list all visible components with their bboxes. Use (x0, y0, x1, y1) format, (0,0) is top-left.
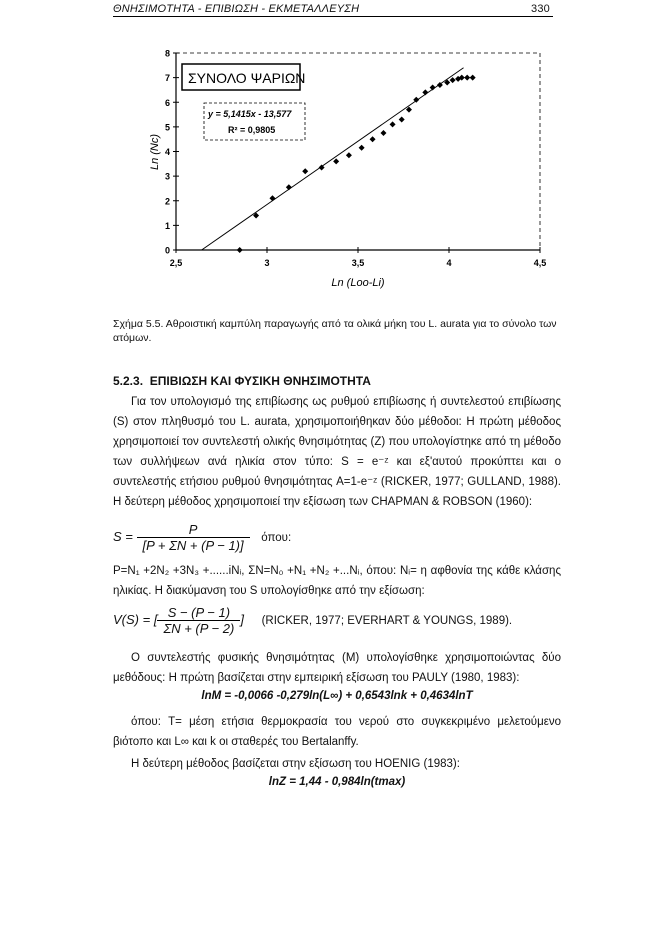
data-point (359, 145, 365, 151)
data-point (470, 75, 476, 81)
data-point (333, 158, 339, 164)
eq1-fraction (137, 522, 250, 553)
x-tick-label: 3 (264, 258, 270, 268)
section-heading (113, 374, 371, 388)
data-point (380, 130, 386, 136)
series-title: ΣΥΝΟΛΟ ΨΑΡΙΩΝ (188, 70, 306, 86)
header-rule (113, 16, 553, 17)
eq1-lhs: S = (113, 528, 133, 544)
trend-line (202, 68, 464, 250)
x-tick-label: 2,5 (169, 258, 183, 268)
data-point (390, 121, 396, 127)
y-tick-label: 6 (164, 97, 170, 108)
y-axis-ticks (165, 49, 179, 256)
pauly-equation: lnM = -0,0066 -0,279ln(L∞) + 0,6543lnk + 0,4634lnT (201, 690, 473, 702)
y-tick-label: 1 (164, 220, 170, 231)
regression-equation: y = 5,1415x - 13,577 (208, 109, 292, 119)
y-tick-label: 2 (164, 196, 170, 207)
r-squared: R² = 0,9805 (228, 125, 276, 135)
data-point (399, 116, 405, 122)
eq2-lhs: V(S) = [ (113, 611, 158, 627)
data-point (464, 75, 470, 81)
data-points (237, 75, 476, 253)
eq2-reference: (RICKER, 1977; EVERHART & YOUNGS, 1989). (261, 614, 513, 627)
data-point (346, 152, 352, 158)
y-tick-label: 7 (164, 73, 170, 84)
y-tick-label: 3 (164, 171, 170, 182)
y-tick-label: 4 (164, 147, 170, 157)
eq2-denominator: ΣN + (P − 2) (157, 620, 240, 636)
section-number: 5.2.3. (113, 374, 144, 388)
paragraph-where: όπου: T= μέση ετήσια θερμοκρασία του νερού στο συγκεκριμένο μελετούμενο βιότοπο και L∞ και k οι σταθερές του Bertalanffy. (113, 716, 561, 748)
data-point (450, 77, 456, 83)
variance-equation (113, 605, 512, 636)
hoenig-equation: lnZ = 1,44 - 0,984ln(tmax) (268, 776, 406, 788)
eq2-close: ] (240, 611, 244, 627)
running-header: ΘΝΗΣΙΜΟΤΗΤΑ - ΕΠΙΒΙΩΣΗ - ΕΚΜΕΤΑΛΛΕΥΣΗ (113, 3, 360, 15)
figure-caption: Σχήμα 5.5. Αθροιστική καμπύλη παραγωγής από τα ολικά μήκη του L. aurata για το σύνολο των ατόμων. (113, 318, 557, 344)
data-point (370, 136, 376, 142)
data-point (269, 195, 275, 201)
data-point (286, 184, 292, 190)
y-axis-label: Ln (Nc) (149, 133, 161, 171)
y-tick-label: 8 (164, 48, 170, 59)
y-tick-label: 0 (164, 245, 170, 256)
paragraph-hoenig: Η δεύτερη μέθοδος βασίζεται στην εξίσωση του HOENIG (1983): (131, 758, 460, 770)
cumulative-catch-chart (140, 40, 570, 302)
x-tick-label: 3,5 (351, 258, 365, 268)
eq1-suffix: όπου: (261, 531, 292, 544)
x-tick-label: 4 (446, 258, 452, 268)
data-point (237, 247, 243, 253)
eq1-denominator: [P + ΣN + (P − 1)] (137, 537, 250, 553)
page-number: 330 (531, 3, 550, 15)
paragraph-variance: P=N₁ +2N₂ +3N₃ +......iNᵢ, ΣN=N₀ +N₁ +N₂ +...Nᵢ, όπου: Nᵢ= η αφθονία της κάθε κλάσης ηλικίας. Η διακύμανση του S υπολογίσθηκε από την εξίσωση: (113, 565, 561, 597)
eq2-fraction (157, 605, 240, 636)
eq2-numerator: S − (P − 1) (167, 605, 231, 620)
y-tick-label: 5 (164, 122, 170, 133)
x-axis-label: Ln (Loo-Li) (331, 277, 385, 289)
data-point (422, 89, 428, 95)
chapman-robson-equation (113, 522, 291, 553)
data-point (430, 84, 436, 90)
section-title: ΕΠΙΒΙΩΣΗ ΚΑΙ ΦΥΣΙΚΗ ΘΝΗΣΙΜΟΤΗΤΑ (149, 374, 371, 388)
paragraph-natural-mortality: Ο συντελεστής φυσικής θνησιμότητας (M) υπολογίσθηκε χρησιμοποιώντας δύο μεθόδους: Η πρώτη βασίζεται στην εμπειρική εξίσωση του PAULY (1980, 1983): (113, 652, 561, 684)
eq1-numerator: P (188, 522, 198, 537)
data-point (302, 168, 308, 174)
paragraph-survival-methods: Για τον υπολογισμό της επιβίωσης ως ρυθμού επιβίωσης ή συντελεστού επιβίωσης (S) στον πληθυσμό του L. aurata, χρησιμοποιήθηκαν δύο μέθοδοι: Η πρώτη μέθοδος χρησιμοποιεί τον συντελεστή ολικής θνησιμότητας (Z) που υπολογίστηκε από τη μέθοδο των συλλήψεων ανά ηλικία στον τύπο: S = e⁻ᶻ και εξ'αυτού προκύπτει και ο συντελεστής ετήσιου ρυθμού θνησιμότητας A=1-e⁻ᶻ (RICKER, 1977; GULLAND, 1988). Η δεύτερη μέθοδος χρησιμοποιεί την εξίσωση των CHAPMAN & ROBSON (1960): (113, 396, 561, 508)
x-tick-label: 4,5 (533, 258, 547, 268)
